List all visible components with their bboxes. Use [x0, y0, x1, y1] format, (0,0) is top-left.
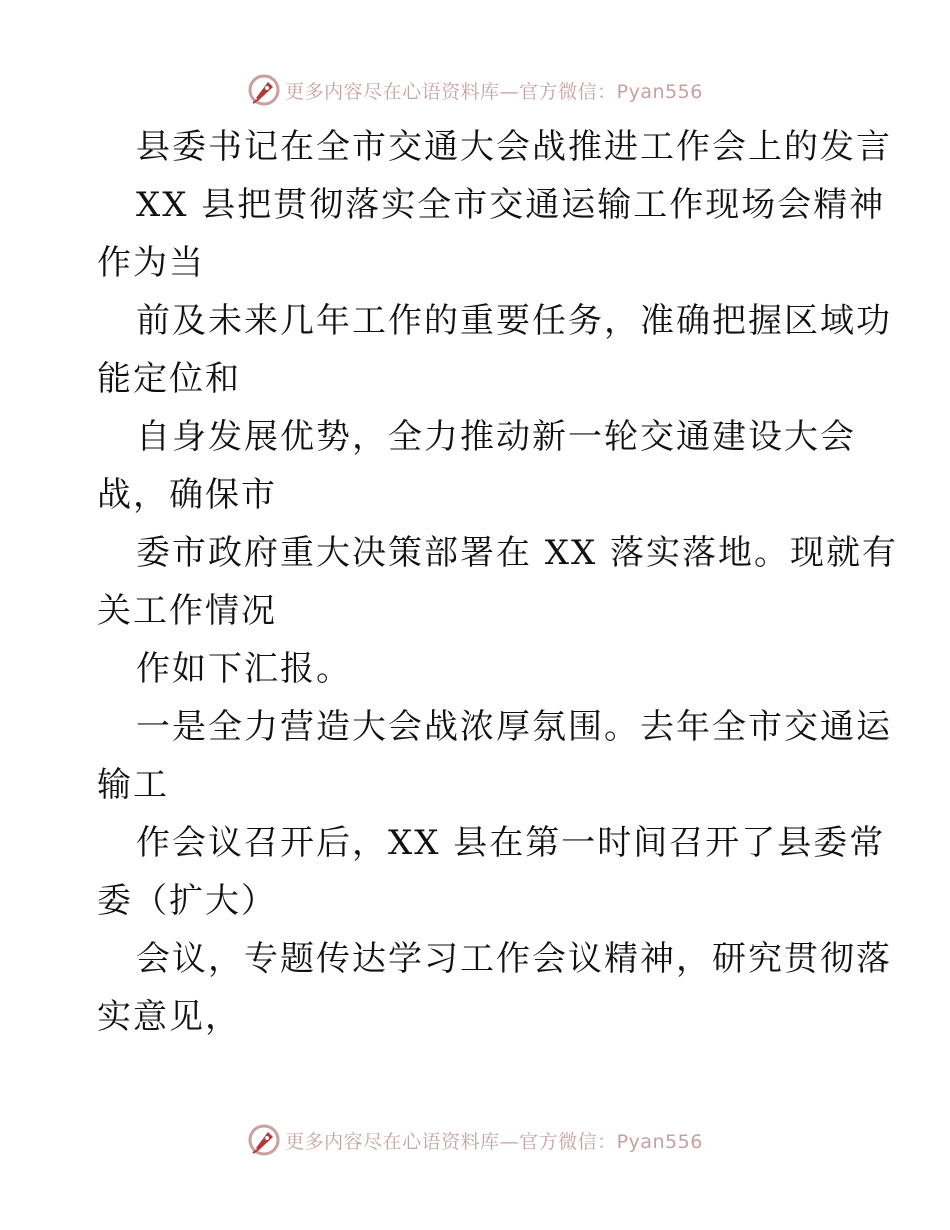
text-line: 输工 [97, 765, 169, 805]
text-line: 前及未来几年工作的重要任务，准确把握区域功 [136, 301, 892, 341]
footer-banner [0, 1120, 950, 1160]
text-line: 委（扩大） [97, 881, 277, 921]
document-title: 县委书记在全市交通大会战推进工作会上的发言 [136, 127, 892, 167]
text-line: 作为当 [97, 243, 205, 283]
header-banner [0, 70, 950, 110]
pen-nib-logo-icon [247, 73, 281, 107]
text-line: 能定位和 [97, 359, 241, 399]
pen-nib-logo-icon [247, 1123, 281, 1157]
text-line: 实意见， [97, 997, 241, 1037]
promo-text: 更多内容尽在心语资料库—官方微信：Pyan556 [285, 80, 703, 103]
text-line: 会议，专题传达学习工作会议精神，研究贯彻落 [136, 939, 892, 979]
text-line: 关工作情况 [97, 591, 277, 631]
text-line: 作如下汇报。 [136, 649, 352, 689]
text-line: 一是全力营造大会战浓厚氛围。去年全市交通运 [136, 707, 892, 747]
promo-text: 更多内容尽在心语资料库—官方微信：Pyan556 [285, 1130, 703, 1153]
text-line: 作会议召开后，XX 县在第一时间召开了县委常 [136, 823, 886, 863]
text-line: 战，确保市 [97, 475, 277, 515]
text-line: XX 县把贯彻落实全市交通运输工作现场会精神 [136, 185, 886, 225]
text-line: 委市政府重大决策部署在 XX 落实落地。现就有 [136, 533, 899, 573]
text-line: 自身发展优势，全力推动新一轮交通建设大会 [136, 417, 856, 457]
